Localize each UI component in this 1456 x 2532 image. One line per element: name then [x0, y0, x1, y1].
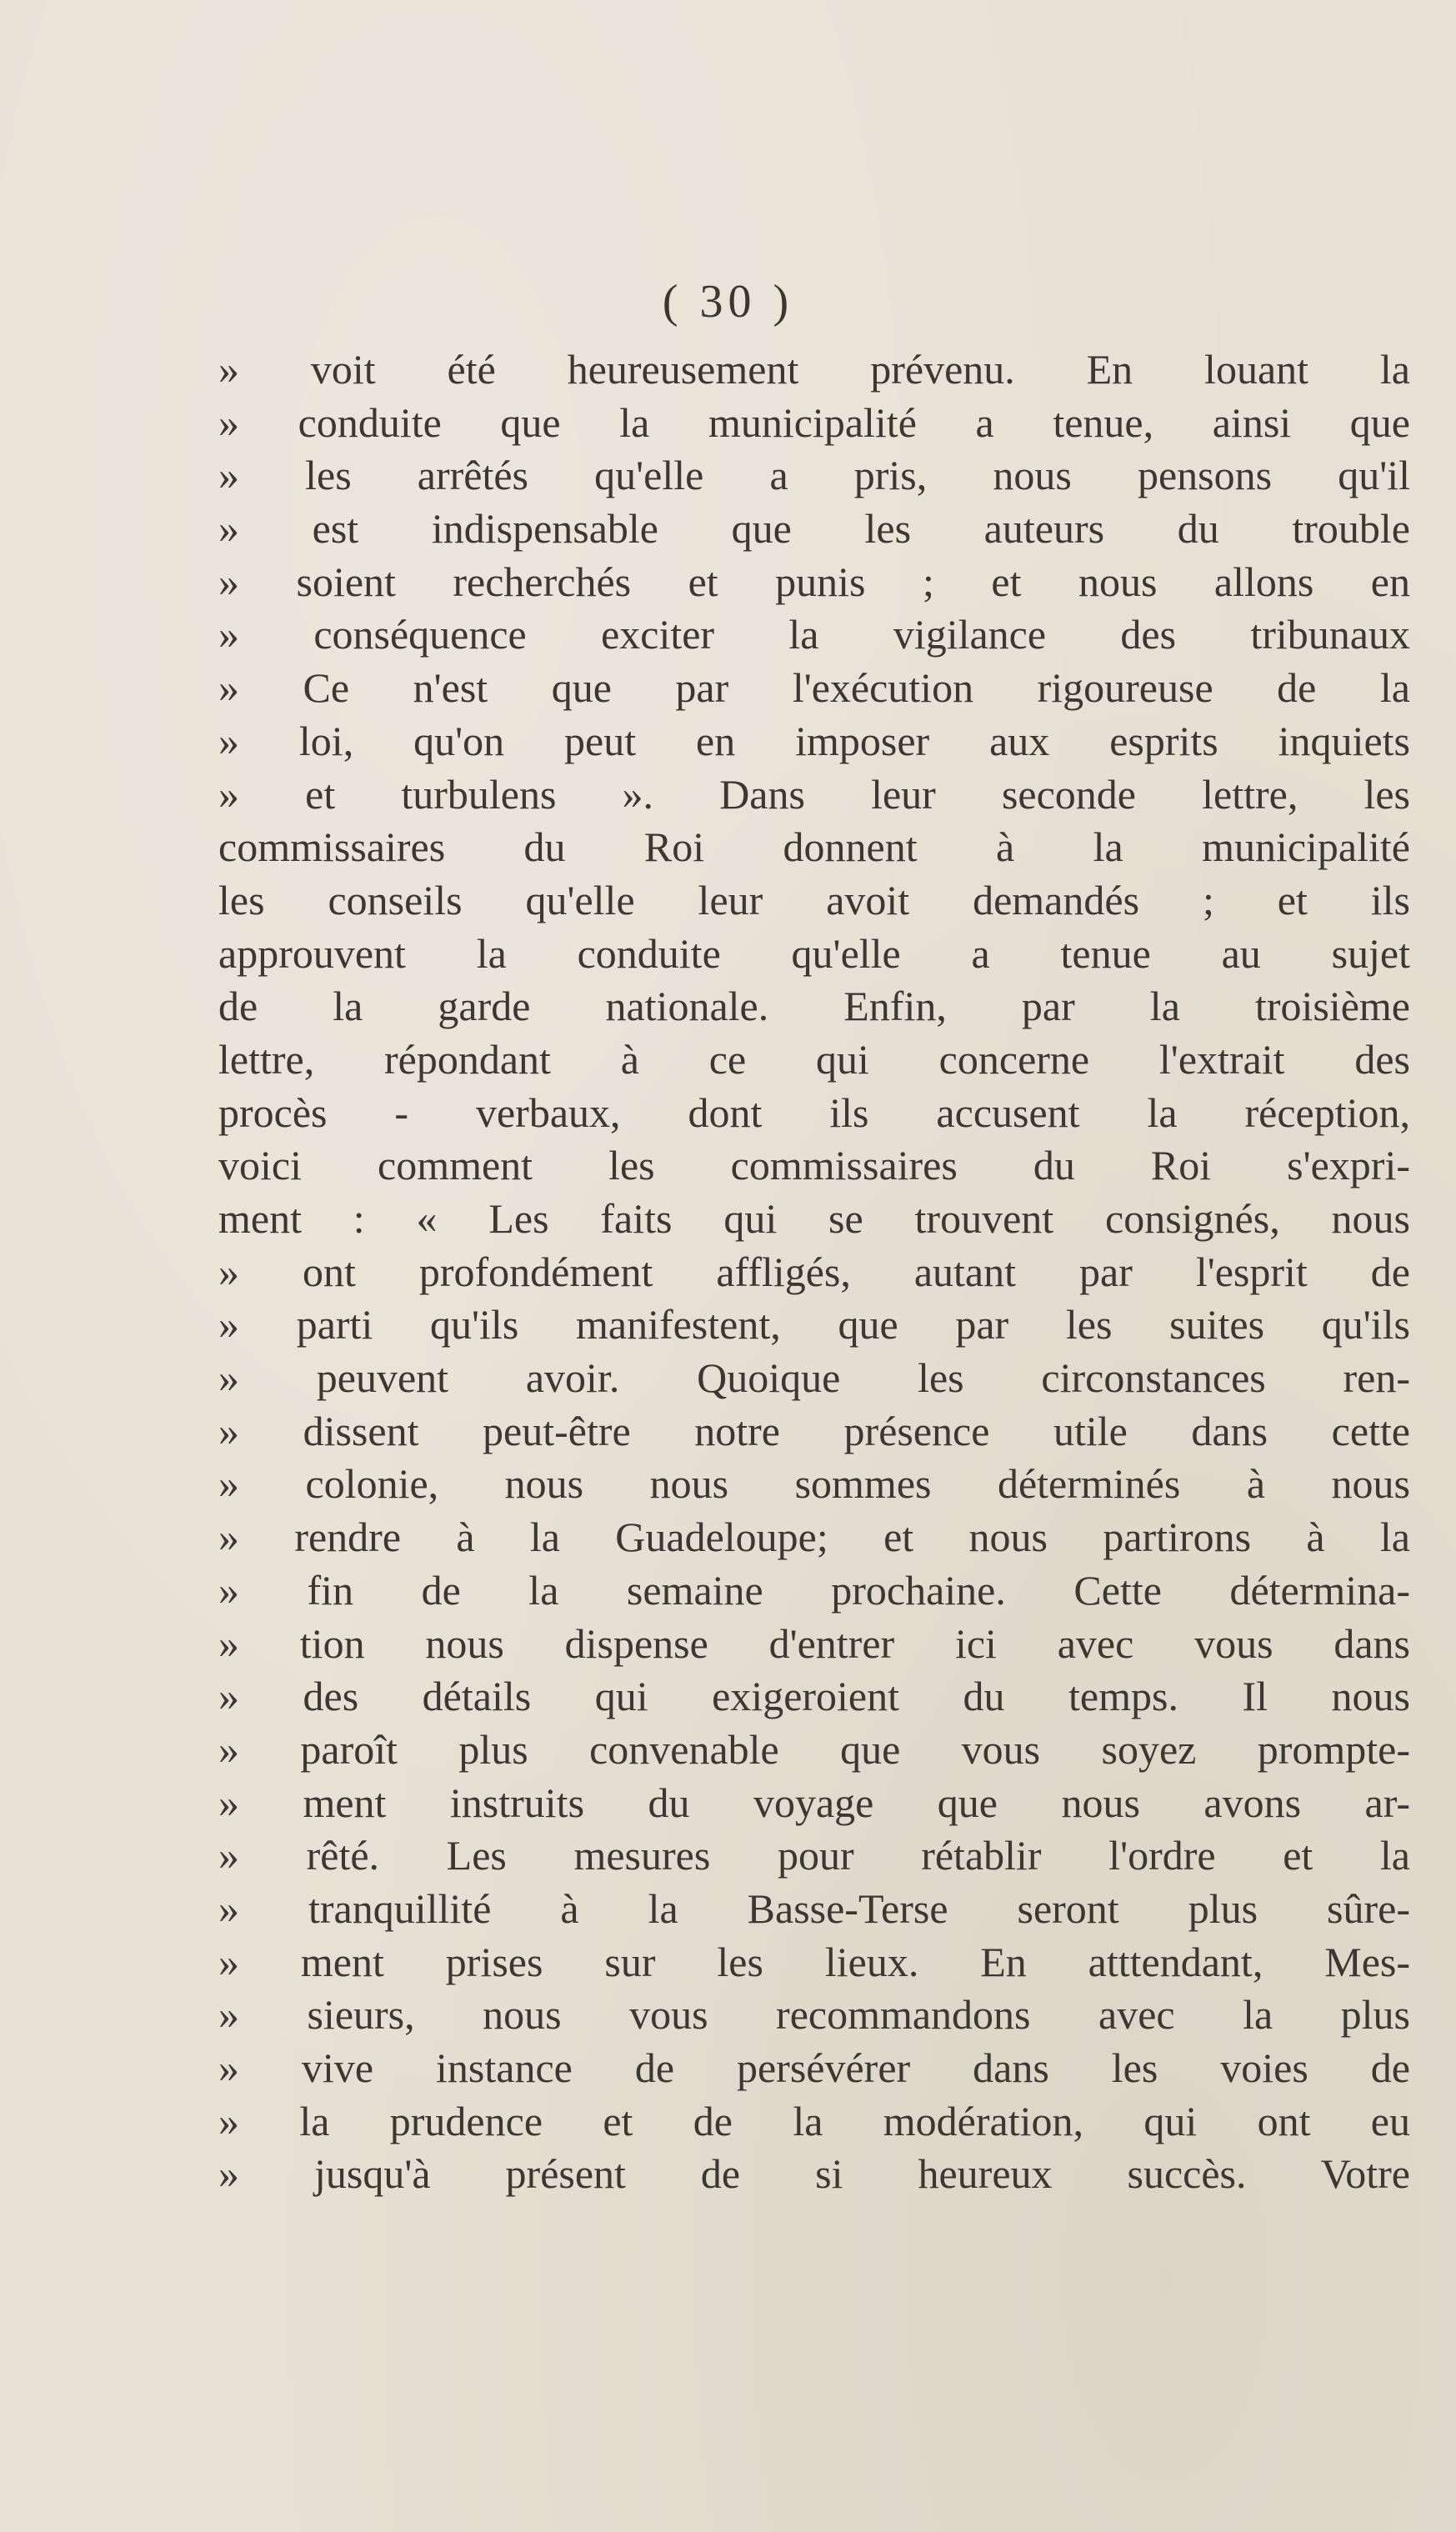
text-line: commissaires du Roi donnent à la municipalité — [218, 823, 1410, 871]
text-line: » ment prises sur les lieux. En atttendant, Mes- — [218, 1938, 1410, 1985]
text-line: » paroît plus convenable que vous soyez prompte- — [218, 1725, 1410, 1773]
text-line: » les arrêtés qu'elle a pris, nous pensons qu'il — [218, 452, 1410, 499]
text-line: » ment instruits du voyage que nous avons ar- — [218, 1779, 1410, 1826]
text-line: » conséquence exciter la vigilance des tribunaux — [218, 611, 1410, 658]
text-line: » loi, qu'on peut en imposer aux esprits inquiets — [218, 717, 1410, 764]
text-line: » est indispensable que les auteurs du trouble — [218, 505, 1410, 553]
text-line: » des détails qui exigeroient du temps. Il nous — [218, 1673, 1410, 1720]
text-line: » et turbulens ». Dans leur seconde lettre, les — [218, 770, 1410, 818]
text-line: » Ce n'est que par l'exécution rigoureuse de la — [218, 664, 1410, 712]
text-line: » vive instance de persévérer dans les voies de — [218, 2044, 1410, 2091]
text-line: » dissent peut-être notre présence utile dans cette — [218, 1407, 1410, 1454]
text-line: » conduite que la municipalité a tenue, ainsi que — [218, 398, 1410, 446]
text-line: les conseils qu'elle leur avoit demandés ; et ils — [218, 876, 1410, 923]
text-line: » parti qu'ils manifestent, que par les suites qu'ils — [218, 1301, 1410, 1349]
text-line: » tranquillité à la Basse-Terse seront plus sûre- — [218, 1884, 1410, 1932]
text-line: » tion nous dispense d'entrer ici avec vous dans — [218, 1619, 1410, 1667]
text-line: » la prudence et de la modération, qui ont eu — [218, 2097, 1410, 2144]
text-line: » colonie, nous nous sommes déterminés à nous — [218, 1460, 1410, 1508]
text-line: » soient recherchés et punis ; et nous allons en — [218, 558, 1410, 605]
text-line: procès - verbaux, dont ils accusent la réception, — [218, 1088, 1410, 1136]
text-line: » fin de la semaine prochaine. Cette détermina- — [218, 1566, 1410, 1614]
text-line: voici comment les commissaires du Roi s'expri- — [218, 1142, 1410, 1189]
text-line: » peuvent avoir. Quoique les circonstances ren- — [218, 1354, 1410, 1402]
text-line: de la garde nationale. Enfin, par la troisième — [218, 983, 1410, 1030]
text-line: » rendre à la Guadeloupe; et nous partirons à la — [218, 1514, 1410, 1561]
text-line: » sieurs, nous vous recommandons avec la plus — [218, 1991, 1410, 2039]
page-number: ( 30 ) — [662, 276, 794, 328]
text-line: » rêté. Les mesures pour rétablir l'ordre et la — [218, 1832, 1410, 1879]
text-line: ment : « Les faits qui se trouvent consignés, nous — [218, 1195, 1410, 1242]
text-line: » jusqu'à présent de si heureux succès. Votre — [218, 2150, 1410, 2198]
text-line: approuvent la conduite qu'elle a tenue au sujet — [218, 929, 1410, 977]
text-line: lettre, répondant à ce qui concerne l'extrait des — [218, 1035, 1410, 1083]
body-text — [218, 343, 1410, 2201]
text-line: » voit été heureusement prévenu. En louant la — [218, 346, 1410, 393]
text-line: » ont profondément affligés, autant par l'esprit de — [218, 1248, 1410, 1295]
